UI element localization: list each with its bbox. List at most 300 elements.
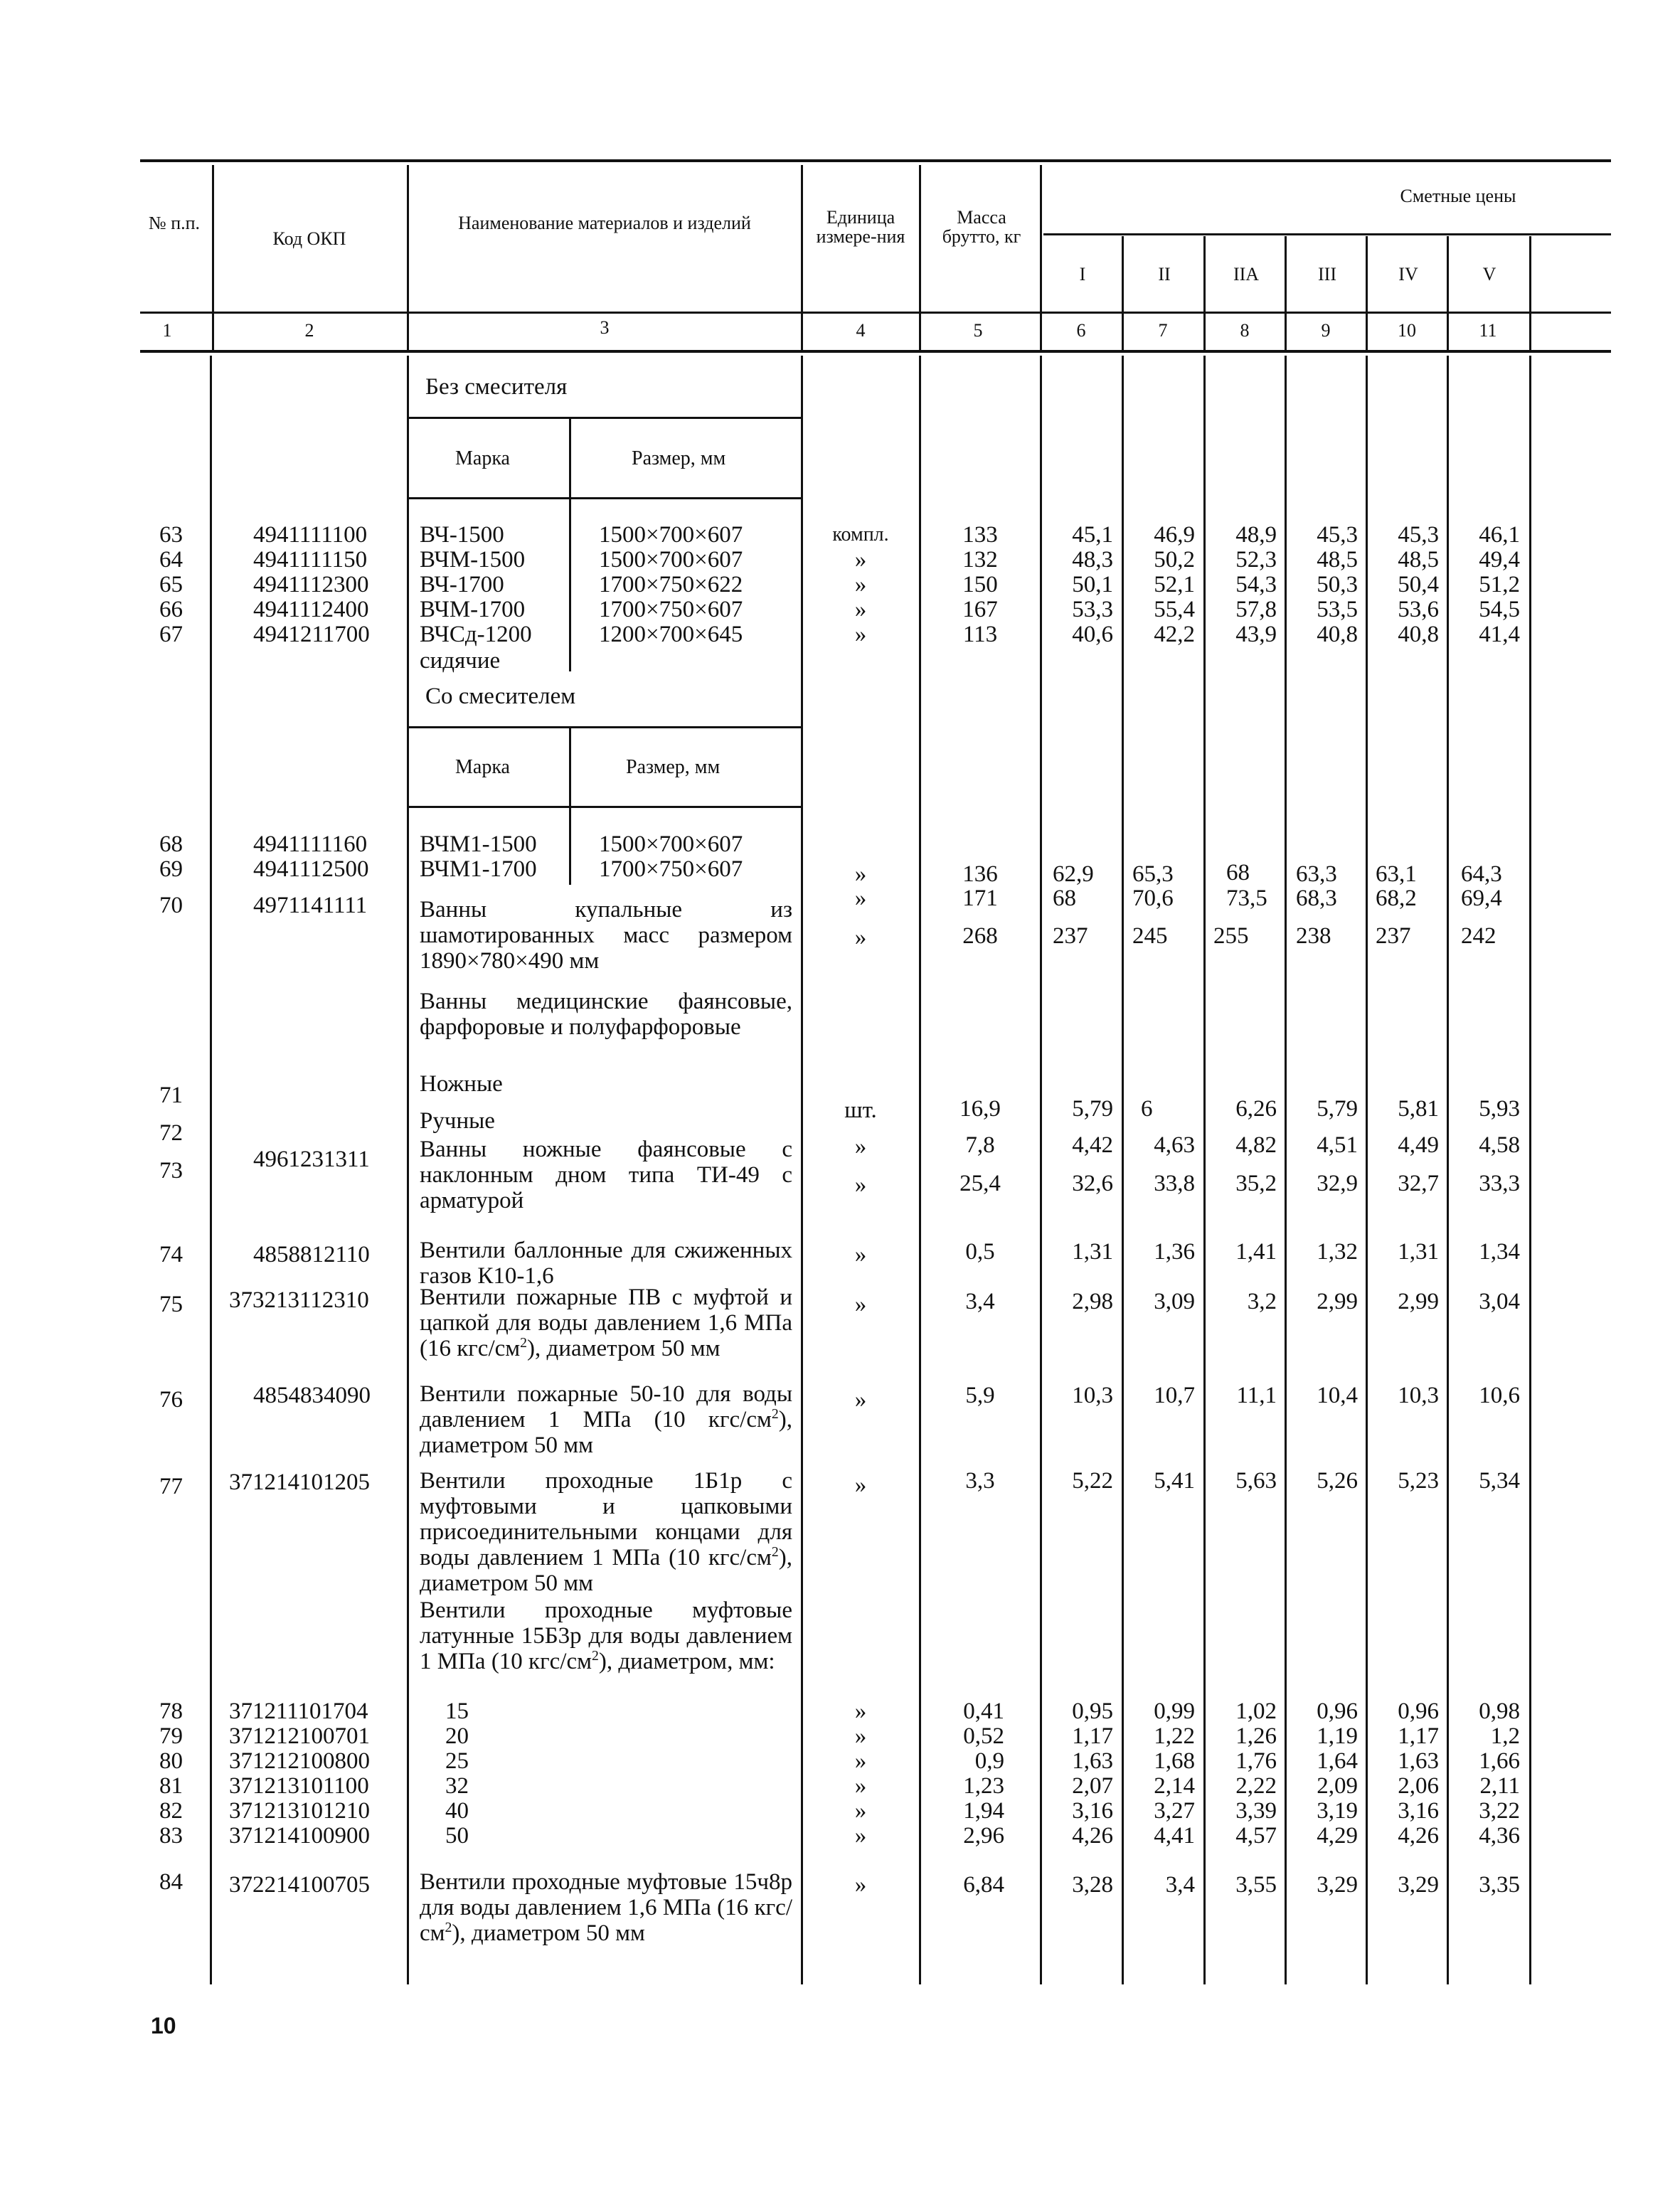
body-divider [1122, 356, 1124, 1984]
okp-code: 4941111100 [253, 522, 368, 548]
price: 32,9 [1317, 1171, 1358, 1196]
price: 237 [1376, 923, 1411, 949]
price: 3,2 [1247, 1289, 1277, 1314]
subtable-divider [569, 419, 571, 671]
price: 5,41 [1154, 1468, 1195, 1494]
price: 57,8 [1235, 597, 1277, 622]
price: 69,4 [1461, 886, 1502, 911]
mass: 132 [962, 547, 998, 573]
unit: » [854, 1823, 867, 1849]
mark: ВЧ-1500 [420, 522, 504, 548]
price: 6,26 [1235, 1096, 1277, 1122]
unit: » [854, 1748, 867, 1774]
column-number: 10 [1398, 320, 1416, 341]
column-number: 4 [856, 320, 866, 341]
okp-code: 372214100705 [229, 1872, 370, 1898]
price: 2,99 [1398, 1289, 1439, 1314]
item-name: Ванны ножные фаянсовые с наклонным дном типа ТИ-49 с арматурой [420, 1137, 792, 1213]
price: 35,2 [1235, 1171, 1277, 1196]
column-number: 5 [973, 320, 983, 341]
mass: 3,3 [965, 1468, 995, 1494]
price: 3,28 [1072, 1872, 1113, 1898]
size: 1700×750×622 [599, 572, 743, 597]
price: 55,4 [1154, 597, 1195, 622]
body-divider [1529, 356, 1531, 1984]
price: 3,22 [1479, 1798, 1520, 1824]
price: 1,41 [1235, 1239, 1277, 1265]
price: 42,2 [1154, 622, 1195, 647]
okp-code: 4941112500 [253, 856, 369, 882]
header-divider [1203, 236, 1206, 350]
price: 255 [1213, 923, 1249, 949]
row-number: 67 [159, 622, 183, 647]
header-divider [1285, 236, 1287, 350]
price: 1,17 [1072, 1723, 1113, 1749]
price: 53,5 [1317, 597, 1358, 622]
mass: 1,94 [963, 1798, 1004, 1824]
price: 238 [1296, 923, 1331, 949]
mass: 0,41 [963, 1698, 1004, 1724]
price: 10,7 [1154, 1383, 1195, 1408]
price: 1,34 [1479, 1239, 1520, 1265]
item-name: Вентили пожарные 50-10 для воды давлением 1 МПа (10 кгс/$см^2$), диаметром 50 мм [420, 1381, 792, 1458]
mass: 113 [962, 622, 998, 647]
price: 3,04 [1479, 1289, 1520, 1314]
price: 3,09 [1154, 1289, 1195, 1314]
column-number: 7 [1158, 320, 1168, 341]
price: 68 [1053, 886, 1076, 911]
row-number: 73 [159, 1158, 183, 1184]
section-title: Вентили проходные муфтовые латунные 15Б3р для воды давлением 1 МПа (10 кгс/$см^2$), диаметром, мм: [420, 1597, 792, 1674]
price: 10,4 [1317, 1383, 1358, 1408]
price: 3,39 [1235, 1798, 1277, 1824]
mark: ВЧМ-1700 [420, 597, 526, 622]
item-name: Вентили проходные муфтовые 15ч8р для воды давлением 1,6 МПа (16 кгс/$см^2$), диаметром 50 мм [420, 1869, 792, 1946]
price: 54,5 [1479, 597, 1520, 622]
body-divider [919, 356, 921, 1984]
mark: ВЧСд-1200 [420, 622, 532, 647]
okp-code: 371213101210 [229, 1798, 370, 1824]
mass: 2,96 [963, 1823, 1004, 1849]
section-title: Ванны медицинские фаянсовые, фарфоровые и полуфарфоровые [420, 989, 792, 1040]
unit: » [854, 1472, 867, 1498]
price: 62,9 [1053, 861, 1094, 887]
mark: ВЧМ1-1700 [420, 856, 537, 882]
price: 3,55 [1235, 1872, 1277, 1898]
price: 32,6 [1072, 1171, 1113, 1196]
price: 3,29 [1317, 1872, 1358, 1898]
header-estimated-prices: Сметные цены [1400, 186, 1516, 206]
column-number: 8 [1240, 320, 1250, 341]
unit: » [854, 1172, 867, 1198]
column-number: 3 [600, 317, 610, 338]
price: 50,3 [1317, 572, 1358, 597]
mark: ВЧ-1700 [420, 572, 504, 597]
row-number: 75 [159, 1292, 183, 1317]
header-unit: Единица измере-ния [816, 207, 905, 248]
okp-code: 371211101704 [229, 1698, 368, 1724]
row-number: 65 [159, 572, 183, 597]
item-name: Ножные [420, 1071, 503, 1097]
price: 53,3 [1072, 597, 1113, 622]
body-divider [1203, 356, 1206, 1984]
zone-label: II [1158, 264, 1171, 285]
price: 1,68 [1154, 1748, 1195, 1774]
price: 6 [1141, 1096, 1153, 1122]
unit: » [854, 861, 867, 887]
price: 3,29 [1398, 1872, 1439, 1898]
price: 1,19 [1317, 1723, 1358, 1749]
page-number: 10 [151, 2013, 176, 2038]
price: 237 [1053, 923, 1088, 949]
price: 64,3 [1461, 861, 1502, 887]
header-divider [407, 165, 409, 350]
price: 52,1 [1154, 572, 1195, 597]
price: 0,96 [1317, 1698, 1358, 1724]
row-number: 77 [159, 1474, 183, 1499]
price: 2,99 [1317, 1289, 1358, 1314]
price: 5,34 [1479, 1468, 1520, 1494]
row-number: 71 [159, 1083, 183, 1108]
row-number: 79 [159, 1723, 183, 1749]
body-divider [1447, 356, 1449, 1984]
row-number: 69 [159, 856, 183, 882]
okp-code: 371214100900 [229, 1823, 370, 1849]
price: 5,93 [1479, 1096, 1520, 1122]
group-title: Со смесителем [425, 684, 576, 709]
zone-label: III [1318, 264, 1336, 285]
price: 2,11 [1479, 1773, 1520, 1799]
okp-code: 4941111150 [253, 547, 368, 573]
item-name: Ванны купальные из шамотированных масс размером 1890×780×490 мм [420, 897, 792, 974]
price: 48,5 [1317, 547, 1358, 573]
row-number: 63 [159, 522, 183, 548]
unit: » [854, 1242, 867, 1267]
price: 4,51 [1317, 1132, 1358, 1158]
size: 1500×700×607 [599, 831, 743, 857]
row-number: 66 [159, 597, 183, 622]
column-number: 11 [1479, 320, 1497, 341]
header-divider [1040, 165, 1042, 350]
header-divider [1529, 236, 1531, 350]
price: 48,5 [1398, 547, 1439, 573]
unit: » [854, 1698, 867, 1724]
price: 40,8 [1317, 622, 1358, 647]
mass: 150 [962, 572, 998, 597]
mark: ВЧМ-1500 [420, 547, 526, 573]
price: 2,98 [1072, 1289, 1113, 1314]
price: 5,26 [1317, 1468, 1358, 1494]
price: 68 [1226, 860, 1250, 886]
price: 33,8 [1154, 1171, 1195, 1196]
price: 45,3 [1317, 522, 1358, 548]
subtable-rule [409, 726, 801, 728]
diameter: 20 [445, 1723, 469, 1749]
subtable-size-header: Размер, мм [626, 756, 721, 778]
mass: 0,9 [974, 1748, 1004, 1774]
body-divider [407, 356, 409, 1984]
header-divider [1366, 236, 1368, 350]
price: 5,79 [1317, 1096, 1358, 1122]
price: 4,26 [1072, 1823, 1113, 1849]
unit: » [854, 1798, 867, 1824]
size: 1700×750×607 [599, 856, 743, 882]
size: 1200×700×645 [599, 622, 743, 647]
body-divider [1285, 356, 1287, 1984]
column-number: 1 [162, 320, 172, 341]
okp-code: 4941112400 [253, 597, 369, 622]
price: 5,23 [1398, 1468, 1439, 1494]
price: 43,9 [1235, 622, 1277, 647]
price: 0,98 [1479, 1698, 1520, 1724]
group-title: Без смесителя [425, 374, 568, 400]
price: 73,5 [1226, 886, 1267, 911]
header-divider [1447, 236, 1449, 350]
price: 4,29 [1317, 1823, 1358, 1849]
price: 70,6 [1132, 886, 1174, 911]
price: 2,07 [1072, 1773, 1113, 1799]
mass: 167 [962, 597, 998, 622]
price: 2,06 [1398, 1773, 1439, 1799]
okp-code: 4971141111 [253, 893, 368, 918]
price: 0,96 [1398, 1698, 1439, 1724]
price: 52,3 [1235, 547, 1277, 573]
row-number: 78 [159, 1698, 183, 1724]
diameter: 32 [445, 1773, 469, 1799]
row-number: 70 [159, 893, 183, 918]
mass: 25,4 [959, 1171, 1001, 1196]
table-top-rule [140, 159, 1611, 162]
header-mass: Масса брутто, кг [942, 207, 1021, 248]
row-number: 82 [159, 1798, 183, 1824]
unit: » [854, 1723, 867, 1749]
price: 0,99 [1154, 1698, 1195, 1724]
zone-label: V [1482, 264, 1496, 285]
price: 4,42 [1072, 1132, 1113, 1158]
body-divider [1040, 356, 1042, 1984]
price: 242 [1461, 923, 1496, 949]
price: 4,58 [1479, 1132, 1520, 1158]
unit: » [854, 622, 867, 647]
subtable-rule [409, 806, 801, 808]
price: 10,6 [1479, 1383, 1520, 1408]
mass: 268 [962, 923, 998, 949]
price: 1,66 [1479, 1748, 1520, 1774]
unit: шт. [844, 1097, 877, 1123]
unit: » [854, 886, 867, 911]
price: 3,16 [1398, 1798, 1439, 1824]
price: 49,4 [1479, 547, 1520, 573]
unit: » [854, 925, 867, 950]
unit: » [854, 547, 867, 573]
price: 4,82 [1235, 1132, 1277, 1158]
okp-code: 4961231311 [253, 1147, 370, 1172]
price: 1,17 [1398, 1723, 1439, 1749]
price: 245 [1132, 923, 1168, 949]
price: 3,16 [1072, 1798, 1113, 1824]
price: 32,7 [1398, 1171, 1439, 1196]
okp-code: 4854834090 [253, 1383, 371, 1408]
price: 51,2 [1479, 572, 1520, 597]
price: 1,64 [1317, 1748, 1358, 1774]
subtable-rule [409, 417, 801, 419]
price: 1,02 [1235, 1698, 1277, 1724]
header-divider [919, 165, 921, 350]
diameter: 50 [445, 1823, 469, 1849]
price: 33,3 [1479, 1171, 1520, 1196]
price: 11,1 [1236, 1383, 1277, 1408]
row-number: 76 [159, 1387, 183, 1413]
subtable-rule [409, 497, 801, 499]
row-number: 84 [159, 1869, 183, 1895]
okp-code: 4941112300 [253, 572, 369, 597]
row-number: 81 [159, 1773, 183, 1799]
price: 50,4 [1398, 572, 1439, 597]
price: 3,35 [1479, 1872, 1520, 1898]
price: 48,9 [1235, 522, 1277, 548]
size: 1700×750×607 [599, 597, 743, 622]
size: 1500×700×607 [599, 522, 743, 548]
row-number: 72 [159, 1120, 183, 1146]
prices-header-rule [1043, 233, 1611, 235]
zone-label: IV [1398, 264, 1418, 285]
price: 41,4 [1479, 622, 1520, 647]
price: 50,2 [1154, 547, 1195, 573]
price: 53,6 [1398, 597, 1439, 622]
price: 5,22 [1072, 1468, 1113, 1494]
okp-code: 4941211700 [253, 622, 370, 647]
header-material-name: Наименование материалов и изделий [458, 213, 751, 233]
price: 54,3 [1235, 572, 1277, 597]
price: 40,8 [1398, 622, 1439, 647]
okp-code: 373213112310 [229, 1287, 369, 1313]
mass: 1,23 [963, 1773, 1004, 1799]
header-bottom-rule [140, 312, 1611, 314]
price: 63,1 [1376, 861, 1417, 887]
mass: 16,9 [959, 1096, 1001, 1122]
price: 1,63 [1072, 1748, 1113, 1774]
price: 4,57 [1235, 1823, 1277, 1849]
price: 10,3 [1072, 1383, 1113, 1408]
zone-label: I [1079, 264, 1086, 285]
price: 1,31 [1398, 1239, 1439, 1265]
price: 1,76 [1235, 1748, 1277, 1774]
item-name: Ручные [420, 1108, 495, 1134]
unit: » [854, 1387, 867, 1413]
header-row-number: № п.п. [148, 213, 201, 233]
okp-code: 371212100800 [229, 1748, 370, 1774]
price: 3,19 [1317, 1798, 1358, 1824]
subtable-mark-header: Марка [455, 447, 510, 469]
price: 3,4 [1165, 1872, 1195, 1898]
price: 65,3 [1132, 861, 1174, 887]
column-number: 2 [304, 320, 314, 341]
price: 40,6 [1072, 622, 1113, 647]
price: 1,22 [1154, 1723, 1195, 1749]
header-divider [212, 165, 214, 350]
mass: 136 [962, 861, 998, 887]
mass: 0,52 [963, 1723, 1004, 1749]
mass: 171 [962, 886, 998, 911]
zone-label: IIA [1233, 264, 1260, 285]
price: 4,41 [1154, 1823, 1195, 1849]
header-okp-code: Код ОКП [272, 228, 346, 249]
item-name: Вентили проходные 1Б1р с муфтовыми и цапковыми присоединительными концами для воды давлением 1 МПа (10 кгс/$см^2$), диаметром 50 мм [420, 1468, 792, 1596]
price: 5,63 [1235, 1468, 1277, 1494]
row-number: 80 [159, 1748, 183, 1774]
price: 5,79 [1072, 1096, 1113, 1122]
subtable-divider [569, 728, 571, 885]
diameter: 15 [445, 1698, 469, 1724]
subtable-size-header: Размер, мм [632, 447, 726, 469]
item-name: Вентили баллонные для сжиженных газов К10-1,6 [420, 1238, 792, 1289]
price: 3,27 [1154, 1798, 1195, 1824]
body-divider [801, 356, 803, 1984]
price: 1,26 [1235, 1723, 1277, 1749]
price: 5,81 [1398, 1096, 1439, 1122]
price: 46,9 [1154, 522, 1195, 548]
unit: компл. [832, 523, 889, 546]
price: 1,2 [1490, 1723, 1520, 1749]
column-numbers-rule [140, 350, 1611, 353]
price: 45,3 [1398, 522, 1439, 548]
okp-code: 371213101100 [229, 1773, 369, 1799]
item-name: Вентили пожарные ПВ с муфтой и цапкой для воды давлением 1,6 МПа (16 кгс/$см^2$), диаметром 50 мм [420, 1285, 792, 1361]
price: 50,1 [1072, 572, 1113, 597]
price: 4,63 [1154, 1132, 1195, 1158]
mark: ВЧМ1-1500 [420, 831, 537, 857]
size: 1500×700×607 [599, 547, 743, 573]
unit: » [854, 1134, 867, 1159]
price: 1,31 [1072, 1239, 1113, 1265]
price: 63,3 [1296, 861, 1337, 887]
diameter: 40 [445, 1798, 469, 1824]
mass: 3,4 [965, 1289, 995, 1314]
column-number: 6 [1076, 320, 1086, 341]
price: 1,36 [1154, 1239, 1195, 1265]
mass: 6,84 [963, 1872, 1004, 1898]
price: 4,36 [1479, 1823, 1520, 1849]
price: 1,32 [1317, 1239, 1358, 1265]
header-divider [801, 165, 803, 350]
price: 1,63 [1398, 1748, 1439, 1774]
price: 4,26 [1398, 1823, 1439, 1849]
price: 2,22 [1235, 1773, 1277, 1799]
header-divider [1122, 236, 1124, 350]
diameter: 25 [445, 1748, 469, 1774]
price: 68,3 [1296, 886, 1337, 911]
price: 10,3 [1398, 1383, 1439, 1408]
column-number: 9 [1321, 320, 1331, 341]
unit: » [854, 1292, 867, 1317]
okp-code: 4941111160 [253, 831, 368, 857]
unit: » [854, 1872, 867, 1898]
price: 68,2 [1376, 886, 1417, 911]
row-number: 83 [159, 1823, 183, 1849]
row-number: 64 [159, 547, 183, 573]
body-divider [210, 356, 212, 1984]
row-number: 68 [159, 831, 183, 857]
body-divider [1366, 356, 1368, 1984]
subtable-mark-header: Марка [455, 756, 510, 778]
price: 45,1 [1072, 522, 1113, 548]
price: 46,1 [1479, 522, 1520, 548]
price: 2,14 [1154, 1773, 1195, 1799]
unit: » [854, 572, 867, 597]
price: 0,95 [1072, 1698, 1113, 1724]
price: 2,09 [1317, 1773, 1358, 1799]
mass: 5,9 [965, 1383, 995, 1408]
